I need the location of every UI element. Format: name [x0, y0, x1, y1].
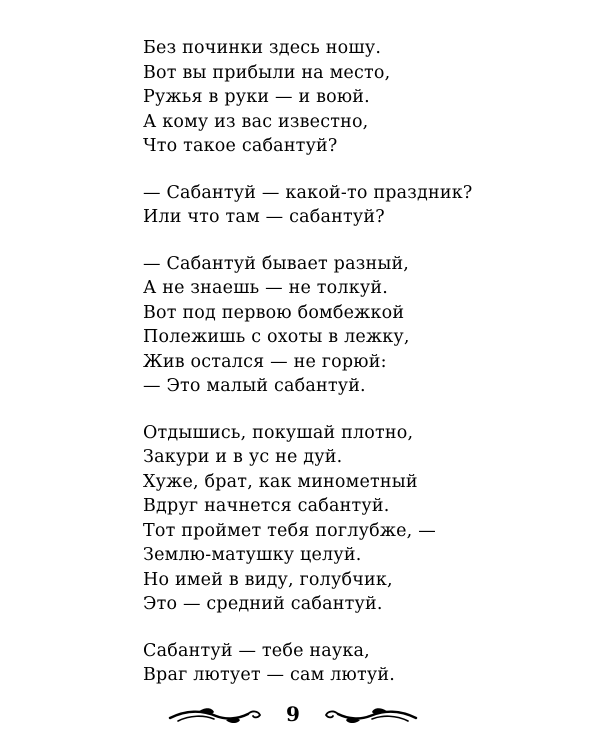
- poem-line: Без починки здесь ношу.: [143, 38, 382, 58]
- poem-line: Отдышись, покушай плотно,: [143, 422, 414, 443]
- poem-line: Что такое сабантуй?: [143, 136, 338, 156]
- stanza: [143, 181, 583, 230]
- poem-line: Вдруг начнется сабантуй.: [143, 496, 390, 516]
- poem-line: А кому из вас известно,: [143, 111, 369, 132]
- poem-text: [143, 36, 583, 710]
- page-number: 9: [286, 702, 300, 726]
- stanza: [143, 639, 583, 688]
- poem-line: Или что там — сабантуй?: [143, 207, 385, 227]
- poem-line: Хуже, брат, как минометный: [143, 471, 418, 492]
- poem-line: Сабантуй — тебе наука,: [143, 640, 370, 661]
- poem-line: — Сабантуй бывает разный,: [143, 253, 410, 274]
- poem-line: Вот под первою бомбежкой: [143, 302, 405, 323]
- right-ornament-icon: [322, 706, 418, 726]
- poem-line: — Это малый сабантуй.: [143, 376, 366, 396]
- stanza: [143, 252, 583, 399]
- poem-line: Но имей в виду, голубчик,: [143, 569, 393, 590]
- poem-line: Землю-матушку целуй.: [143, 545, 362, 565]
- page-footer: [168, 700, 418, 732]
- poem-line: Тот проймет тебя поглубже, —: [143, 520, 436, 541]
- poem-line: А не знаешь — не толкуй.: [143, 278, 388, 298]
- poem-line: Жив остался — не горюй:: [143, 351, 387, 372]
- poem-line: — Сабантуй — какой-то праздник?: [143, 182, 473, 203]
- poem-line: Это — средний сабантуй.: [143, 594, 383, 614]
- stanza: [143, 421, 583, 617]
- poem-line: Враг лютует — сам лютуй.: [143, 665, 395, 685]
- stanza: [143, 36, 583, 159]
- poem-line: Вот вы прибыли на место,: [143, 62, 391, 83]
- poem-line: Закури и в ус не дуй.: [143, 447, 343, 467]
- poem-line: Полежишь с охоты в лежку,: [143, 327, 410, 347]
- poem-line: Ружья в руки — и воюй.: [143, 87, 370, 107]
